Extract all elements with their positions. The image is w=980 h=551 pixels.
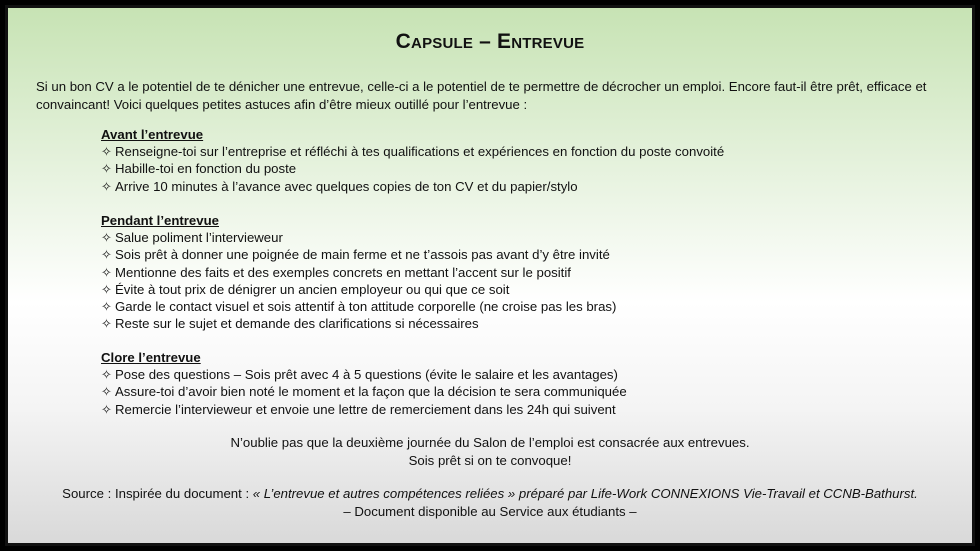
section-heading: Clore l’entrevue — [101, 350, 201, 365]
list-item: ✧ Pose des questions – Sois prêt avec 4 à 5 questions (évite le salaire et les avantages) — [101, 367, 618, 383]
slide — [5, 5, 975, 546]
star-bullet-icon: ✧ — [101, 144, 113, 160]
list-item: ✧ Mentionne des faits et des exemples concrets en mettant l’accent sur le positif — [101, 264, 571, 280]
section-heading: Pendant l’entrevue — [101, 213, 219, 228]
source-prefix: Source : Inspirée du document : — [62, 486, 253, 501]
star-bullet-icon: ✧ — [101, 264, 113, 280]
section-heading: Avant l’entrevue — [101, 127, 204, 142]
star-bullet-icon: ✧ — [101, 230, 113, 246]
tips-list — [101, 366, 921, 418]
list-item: ✧ Remercie l’intervieweur et envoie une lettre de remerciement dans les 24h qui suivent — [101, 401, 616, 417]
closing-line: N’oublie pas que la deuxième journée du Salon de l’emploi est consacrée aux entrevues. — [230, 435, 750, 450]
source-document: « L’entrevue et autres compétences reliées » préparé par Life-Work CONNEXIONS Vie-Travail et CCNB-Bathurst. — [252, 486, 918, 501]
section-clore — [101, 349, 921, 418]
star-bullet-icon: ✧ — [101, 247, 113, 263]
star-bullet-icon: ✧ — [101, 281, 113, 297]
star-bullet-icon: ✧ — [101, 316, 113, 332]
source-availability: – Document disponible au Service aux étudiants – — [343, 503, 637, 519]
star-bullet-icon: ✧ — [101, 367, 113, 383]
list-item: ✧ Garde le contact visuel et sois attentif à ton attitude corporelle (ne croise pas les bras) — [101, 299, 617, 315]
section-pendant — [101, 212, 921, 332]
star-bullet-icon: ✧ — [101, 401, 113, 417]
list-item: ✧ Reste sur le sujet et demande des clarifications si nécessaires — [101, 316, 479, 332]
page-title: Capsule – Entrevue — [395, 30, 585, 53]
list-item: ✧ Assure-toi d’avoir bien noté le moment et la façon que la décision te sera communiquée — [101, 384, 627, 400]
star-bullet-icon: ✧ — [101, 299, 113, 315]
tips-list — [101, 229, 921, 332]
list-item: ✧ Arrive 10 minutes à l’avance avec quelques copies de ton CV et du papier/stylo — [101, 178, 578, 194]
star-bullet-icon: ✧ — [101, 178, 113, 194]
intro-paragraph: Si un bon CV a le potentiel de te dénicher une entrevue, celle-ci a le potentiel de te permettre de décrocher un emploi. Encore faut-il être prêt, efficace et convaincant! Voici quelques petites astuces afin d’être mieux outillé pour l’entrevue : — [36, 79, 927, 112]
tips-list — [101, 143, 921, 195]
list-item: ✧ Renseigne-toi sur l’entreprise et réfléchi à tes qualifications et expériences en fonction du poste convoité — [101, 144, 725, 160]
source-citation — [8, 485, 972, 520]
list-item: ✧ Habille-toi en fonction du poste — [101, 161, 297, 177]
list-item: ✧ Sois prêt à donner une poignée de main ferme et ne t’assois pas avant d’y être invité — [101, 247, 610, 263]
list-item: ✧ Salue poliment l’intervieweur — [101, 230, 283, 246]
closing-line: Sois prêt si on te convoque! — [408, 452, 572, 468]
star-bullet-icon: ✧ — [101, 161, 113, 177]
section-avant — [101, 126, 921, 195]
star-bullet-icon: ✧ — [101, 384, 113, 400]
list-item: ✧ Évite à tout prix de dénigrer un ancien employeur ou qui que ce soit — [101, 281, 510, 297]
closing-note — [8, 434, 972, 469]
